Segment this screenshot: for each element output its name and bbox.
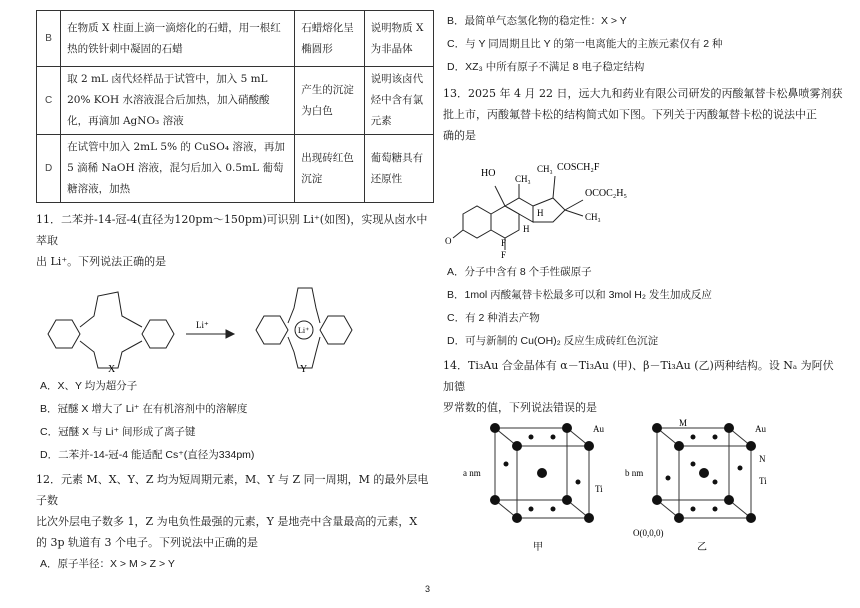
f-label-1: F (501, 238, 507, 248)
ti-label-right: Ti (759, 476, 767, 486)
conclusion-cell: 说明该卤代烃中含有氯元素 (364, 67, 433, 135)
m-label: M (679, 418, 688, 428)
table-row (37, 67, 434, 135)
ch3-label-a: CH₃ (515, 174, 531, 184)
left-column (36, 10, 434, 576)
row-label: C (37, 67, 61, 135)
origin-label: O(0,0,0) (633, 528, 664, 538)
q12-option-d: D．XZ₃ 中所有原子不满足 8 电子稳定结构 (447, 61, 645, 73)
au-label-right: Au (755, 424, 766, 434)
ti-label-left: Ti (595, 484, 603, 494)
table-row (37, 11, 434, 67)
label-yi: 乙 (697, 542, 707, 553)
f-label-2: F (501, 250, 507, 258)
q11-option-a: A．X、Y 均为超分子 (40, 380, 138, 392)
cosch2f-label: COSCH₂F (557, 162, 600, 173)
q12-option-a: A．原子半径：X > M > Z > Y (40, 558, 175, 570)
q13-stem-line2: 批上市，丙酸氟替卡松的结构简式如下图。下列关于丙酸氟替卡松的说法中正 (443, 108, 817, 121)
page-number: 3 (425, 584, 431, 594)
b-nm-label: b nm (625, 468, 644, 478)
q13-option-a: A．分子中含有 8 个手性碳原子 (447, 266, 592, 278)
q14-stem-line1: 14．Ti₃Au 合金晶体有 α－Ti₃Au (甲)、β－Ti₃Au (乙)两种结构。设 Nₐ 为阿伏加德 (443, 359, 834, 393)
table-row (37, 135, 434, 203)
o-label: O (445, 236, 452, 246)
right-column (443, 10, 843, 559)
question-11 (36, 209, 434, 467)
q12-option-b: B．最简单气态氢化物的稳定性：X > Y (447, 15, 627, 27)
row-label: B (37, 11, 61, 67)
n-label: N (759, 454, 766, 464)
phenomenon-cell: 产生的沉淀为白色 (295, 67, 364, 135)
phenomenon-cell: 出现砖红色沉淀 (295, 135, 364, 203)
q11-option-c: C．冠醚 X 与 Li⁺ 间形成了离子键 (40, 426, 196, 438)
conclusion-cell: 说明物质 X 为非晶体 (364, 11, 433, 67)
q11-option-d: D．二苯并-14-冠-4 能适配 Cs⁺(直径为334pm) (40, 449, 255, 461)
h-label-1: H (537, 208, 544, 218)
operation-cell: 取 2 mL 卤代烃样品于试管中，加入 5 mL 20% KOH 水溶液混合后加热，加入硝酸酸化，再滴加 AgNO₃ 溶液 (61, 67, 295, 135)
q11-stem-line2: 出 Li⁺。下列说法正确的是 (36, 255, 167, 268)
q14-stem-line2: 罗常数的值，下列说法错误的是 (443, 401, 597, 414)
ococ2h5-label: OCOC₂H₅ (585, 188, 627, 199)
au-label-left: Au (593, 424, 604, 434)
q13-stem-line3: 确的是 (443, 129, 476, 142)
question-14 (443, 355, 843, 559)
label-jia: 甲 (533, 542, 543, 553)
row-label: D (37, 135, 61, 203)
operation-cell: 在物质 X 柱面上滴一滴熔化的石蜡，用一根红热的铁针刺中凝固的石蜡 (61, 11, 295, 67)
ch3-label-c: CH₃ (585, 212, 601, 222)
experiment-table (36, 10, 434, 203)
ion-label: Li⁺ (298, 326, 310, 335)
label-x: X (108, 364, 116, 372)
ch3-label-b: CH₃ (537, 164, 553, 174)
q13-stem-line1: 13．2025 年 4 月 22 日，远大九和药业有限公司研发的丙酸氟替卡松鼻喷雾剂获 (443, 87, 843, 100)
phenomenon-cell: 石蜡熔化呈椭圆形 (295, 11, 364, 67)
a-nm-label: a nm (463, 468, 481, 478)
q13-option-c: C．有 2 种消去产物 (447, 312, 540, 324)
q12-option-c: C．与 Y 同周期且比 Y 的第一电离能大的主族元素仅有 2 种 (447, 38, 723, 50)
label-y: Y (300, 364, 308, 372)
q12-stem-line1: 12．元素 M、X、Y、Z 均为短周期元素，M、Y 与 Z 同一周期，M 的最外层电子数 (36, 473, 429, 507)
operation-cell: 在试管中加入 2mL 5% 的 CuSO₄ 溶液，再加 5 滴稀 NaOH 溶液，混匀后加入 0.5mL 葡萄糖溶液，加热 (61, 135, 295, 203)
conclusion-cell: 葡萄糖具有还原性 (364, 135, 433, 203)
q12-stem-line2: 比次外层电子数多 1，Z 为电负性最强的元素，Y 是地壳中含量最高的元素，X (36, 515, 418, 528)
question-12 (36, 469, 434, 576)
h-label-2: H (523, 224, 530, 234)
q11-stem-line1: 11．二苯并-14-冠-4(直径为120pm～150pm)可识别 Li⁺(如图)，实现从卤水中萃取 (36, 213, 428, 247)
ho-label: HO (481, 168, 496, 179)
steroid-structure-figure (443, 146, 843, 258)
crystal-structure-figure (443, 418, 843, 556)
arrow-ion-label: Li⁺ (196, 320, 209, 330)
question-13 (443, 83, 843, 353)
q11-option-b: B．冠醚 X 增大了 Li⁺ 在有机溶剂中的溶解度 (40, 403, 248, 415)
q13-option-d: D．可与新制的 Cu(OH)₂ 反应生成砖红色沉淀 (447, 335, 659, 347)
q12-stem-line3: 的 3p 轨道有 3 个电子。下列说法中正确的是 (36, 536, 259, 549)
q13-option-b: B．1mol 丙酸氟替卡松最多可以和 3mol H₂ 发生加成反应 (447, 289, 712, 301)
crown-ether-figure (36, 272, 434, 372)
